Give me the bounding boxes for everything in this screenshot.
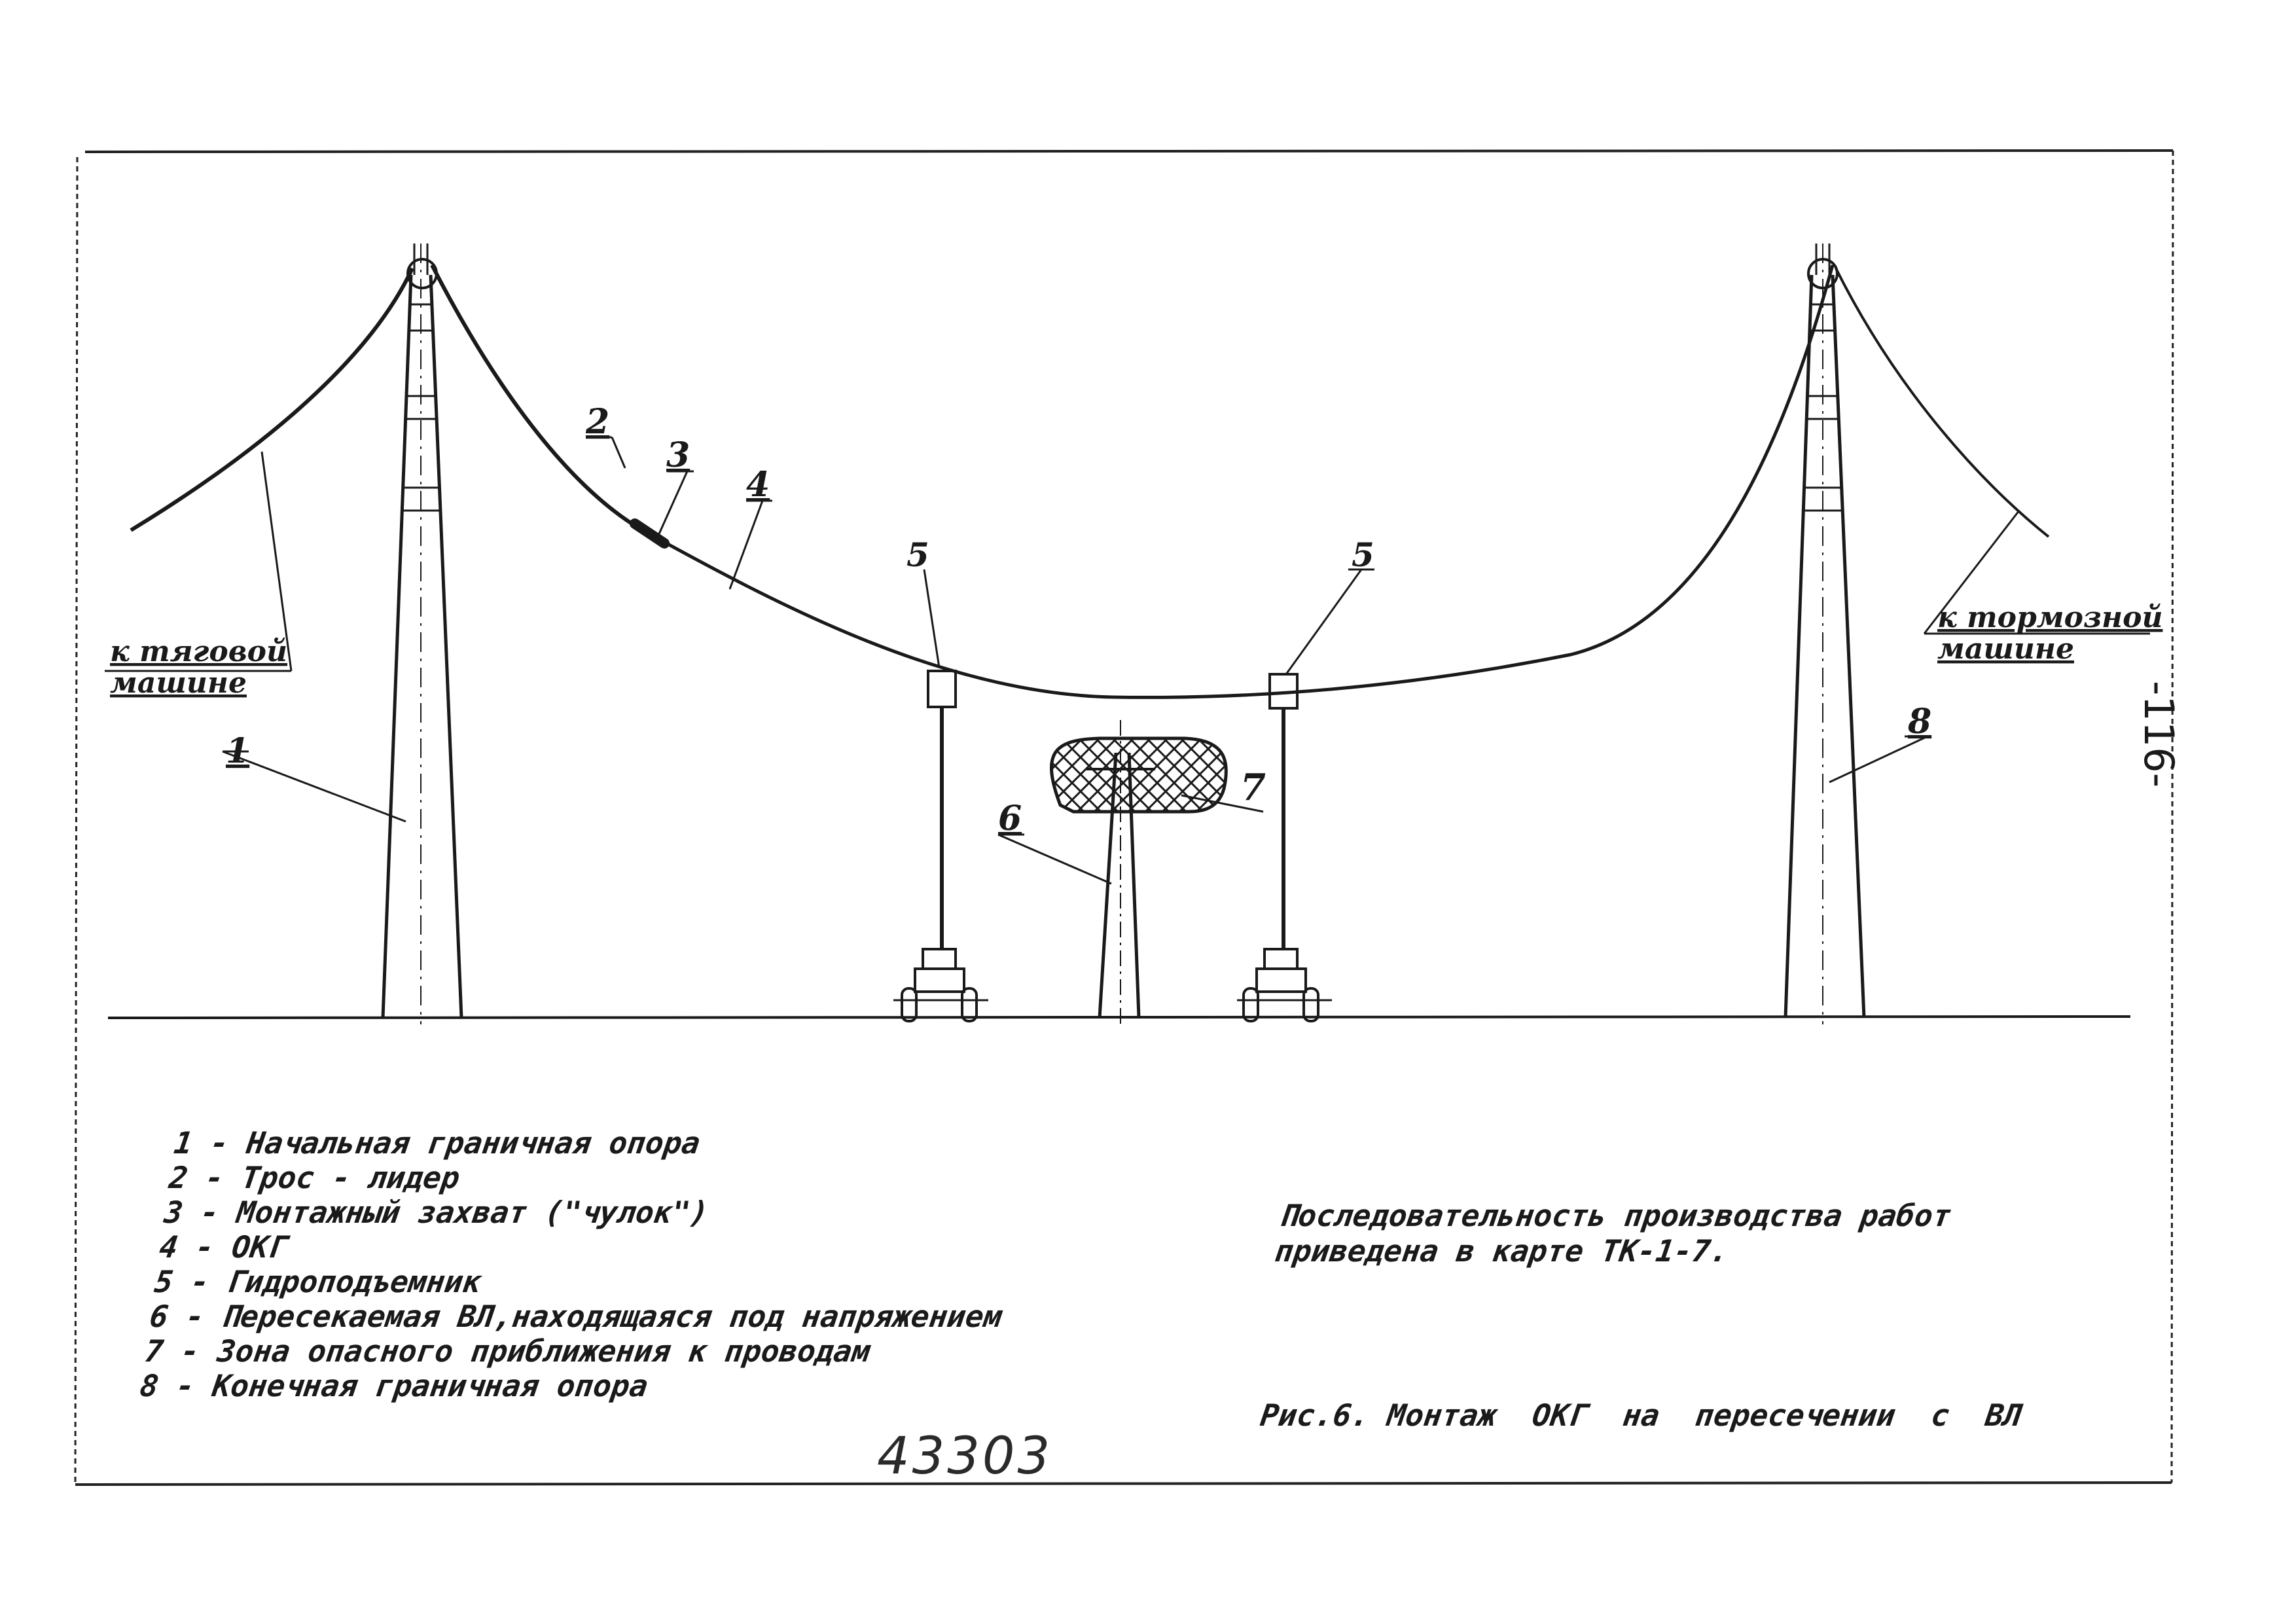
archive-stamp: 43303	[877, 1427, 1053, 1486]
legend-item: 5 - Гидроподъемник	[152, 1264, 484, 1299]
cable-to-braking-machine	[1836, 268, 2049, 537]
label-lift-left: 5	[906, 535, 929, 574]
note-line-1: Последовательность производства работ	[1278, 1198, 1954, 1233]
label-crossed-line: 6	[998, 799, 1022, 839]
ground-line	[108, 1017, 2130, 1018]
tower-end	[1785, 244, 1864, 1024]
figure-caption: Рис.6. Монтаж ОКГ на пересечении с ВЛ	[1258, 1398, 2025, 1433]
label-tower-start: 1	[226, 731, 250, 771]
okg-cable	[655, 265, 1833, 697]
label-lift-right: 5	[1352, 535, 1374, 574]
legend-item: 2 - Трос - лидер	[167, 1160, 462, 1195]
label-okg: 4	[746, 465, 770, 505]
legend-item: 8 - Конечная граничная опора	[137, 1368, 651, 1403]
legend	[137, 1126, 1028, 1403]
note-line-2: приведена в карте ТК-1-7.	[1272, 1233, 1731, 1269]
label-leader-rope: 2	[586, 402, 610, 442]
legend-item: 6 - Пересекаемая ВЛ,находящаяся под напряжением	[147, 1299, 1005, 1334]
label-to-braking-machine-1: к тормозной	[1937, 601, 2163, 634]
leader-rope	[432, 265, 655, 537]
legend-item: 3 - Монтажный захват ("чулок")	[162, 1195, 711, 1230]
label-to-braking-machine-2: машине	[1937, 632, 2074, 666]
hydraulic-lift-left	[893, 671, 988, 1021]
page-number: -116-	[2135, 681, 2183, 788]
legend-item: 4 - ОКГ	[157, 1229, 289, 1265]
hydraulic-lift-right	[1237, 674, 1332, 1021]
legend-item: 1 - Начальная граничная опора	[171, 1125, 703, 1161]
label-tower-end: 8	[1908, 702, 1932, 742]
label-clamp: 3	[666, 435, 691, 475]
legend-item: 7 - Зона опасного приближения к проводам	[142, 1333, 873, 1369]
danger-zone	[1052, 738, 1227, 812]
label-to-pulling-machine-2: машине	[110, 666, 247, 700]
label-to-pulling-machine-1: к тяговой	[110, 635, 288, 668]
label-danger-zone: 7	[1240, 766, 1266, 809]
procedure-note	[1273, 1198, 1954, 1269]
cable-to-pulling-machine	[131, 268, 412, 530]
tower-start	[383, 244, 461, 1024]
